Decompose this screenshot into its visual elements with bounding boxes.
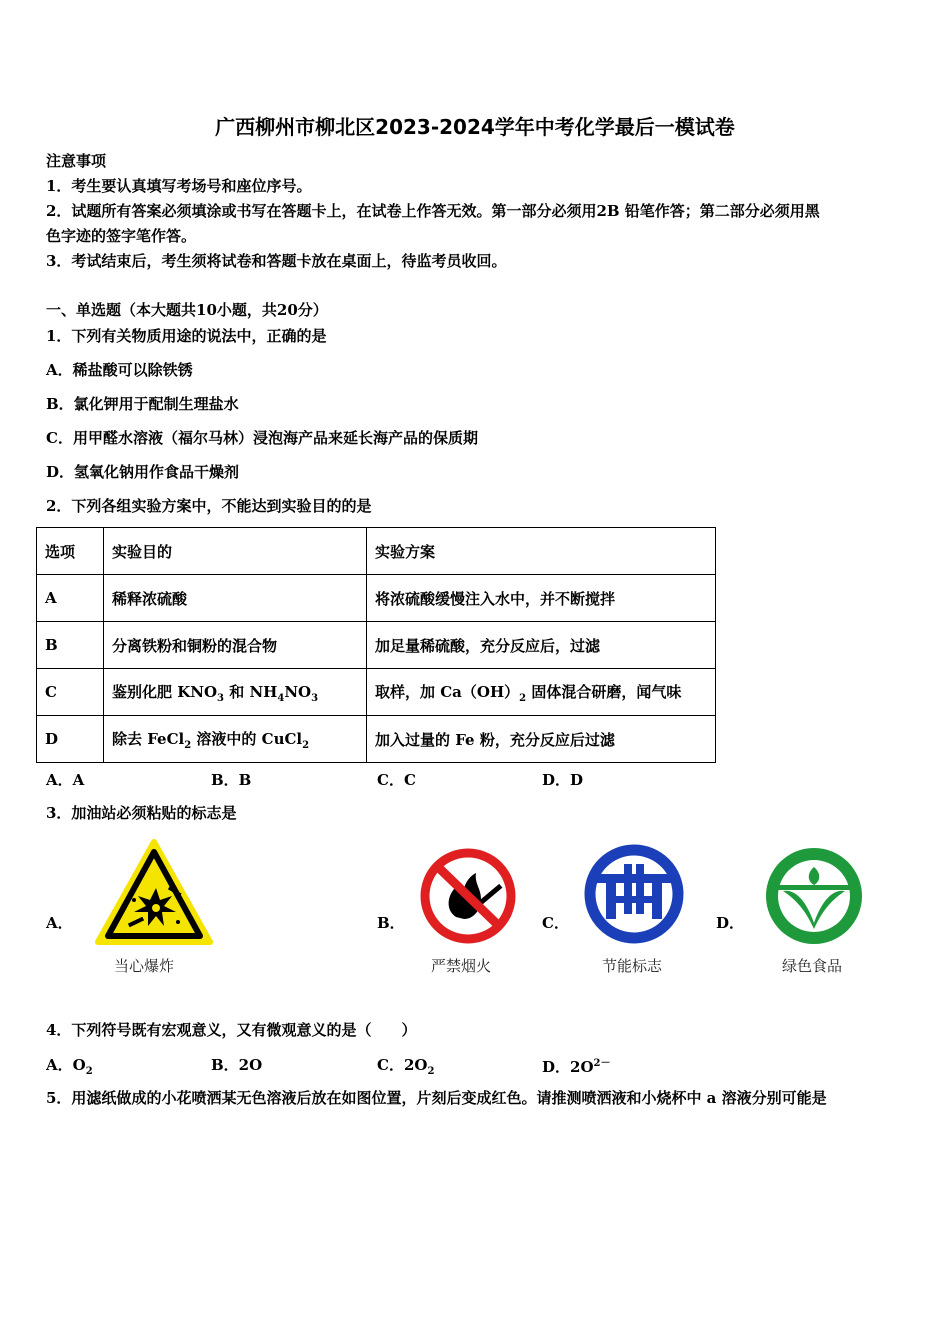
- q2-answer-b: B．B: [211, 771, 252, 789]
- row-plan: 加入过量的 Fe 粉，充分反应后过滤: [367, 716, 716, 763]
- notice-item-3: 3．考试结束后，考生须将试卷和答题卡放在桌面上，待监考员收回。: [46, 252, 507, 270]
- row-option: C: [37, 669, 104, 716]
- row-plan: 将浓硫酸缓慢注入水中，并不断搅拌: [367, 575, 716, 622]
- table-row: [37, 575, 716, 622]
- q3-label-d: D．: [716, 914, 745, 932]
- header-option: 选项: [37, 528, 104, 575]
- row-option: D: [37, 716, 104, 763]
- row-purpose: 分离铁粉和铜粉的混合物: [104, 622, 367, 669]
- table-row: [37, 622, 716, 669]
- green-food-icon: [763, 845, 865, 947]
- table-row: [37, 669, 716, 716]
- header-plan: 实验方案: [367, 528, 716, 575]
- q1-stem: 1．下列有关物质用途的说法中，正确的是: [46, 327, 327, 345]
- row-purpose: 鉴别化肥 $KNO_3$ 和 $NH_4NO_3$: [104, 669, 367, 716]
- experiment-table: [36, 527, 716, 763]
- q1-option-b: B．氯化钾用于配制生理盐水: [46, 395, 239, 413]
- q4-option-c: C．$2O_2$: [377, 1056, 435, 1077]
- q4-option-b: B．2O: [211, 1056, 263, 1074]
- q3-label-a: A．: [46, 914, 73, 932]
- notice-item-2-cont: 色字迹的签字笔作答。: [46, 227, 197, 245]
- q2-stem: 2．下列各组实验方案中，不能达到实验目的的是: [46, 497, 372, 515]
- row-option: B: [37, 622, 104, 669]
- q1-option-a: A．稀盐酸可以除铁锈: [46, 361, 193, 379]
- caption-no-fire: 严禁烟火: [431, 957, 492, 975]
- section-heading: 一、单选题（本大题共10小题，共20分）: [46, 301, 328, 319]
- q4-stem: 4．下列符号既有宏观意义，又有微观意义的是（ ）: [46, 1021, 417, 1039]
- no-fire-icon: [418, 847, 518, 945]
- caption-green-food: 绿色食品: [782, 957, 843, 975]
- q2-answer-c: C．C: [377, 771, 416, 789]
- q1-option-d: D．氢氧化钠用作食品干燥剂: [46, 463, 240, 481]
- energy-saving-icon: [584, 844, 684, 944]
- row-plan: 加足量稀硫酸，充分反应后，过滤: [367, 622, 716, 669]
- row-option: A: [37, 575, 104, 622]
- q3-stem: 3．加油站必须粘贴的标志是: [46, 804, 237, 822]
- q5-stem: 5．用滤纸做成的小花喷洒某无色溶液后放在如图位置，片刻后变成红色。请推测喷洒液和小烧杯中 a 溶液分别可能是: [46, 1089, 827, 1107]
- notice-item-1: 1．考生要认真填写考场号和座位序号。: [46, 177, 312, 195]
- q3-label-b: B．: [377, 914, 405, 932]
- caption-energy-saving: 节能标志: [602, 957, 663, 975]
- q1-option-c: C．用甲醛水溶液（福尔马林）浸泡海产品来延长海产品的保质期: [46, 429, 478, 447]
- notice-item-2: 2．试题所有答案必须填涂或书写在答题卡上，在试卷上作答无效。第一部分必须用2B 铅笔作答；第二部分必须用黑: [46, 202, 820, 220]
- q4-option-d: D．$2O^{2-}$: [542, 1058, 611, 1076]
- explosion-warning-icon: [94, 838, 214, 948]
- header-purpose: 实验目的: [104, 528, 367, 575]
- row-plan: 取样，加 $Ca(OH)_2$ 固体混合研磨，闻气味: [367, 669, 716, 716]
- page-title: 广西柳州市柳北区2023-2024学年中考化学最后一模试卷: [215, 115, 735, 139]
- notice-heading: 注意事项: [46, 152, 107, 170]
- row-purpose: 稀释浓硫酸: [104, 575, 367, 622]
- row-purpose: 除去 FeCl$_2$ 溶液中的 CuCl$_2$: [104, 716, 367, 763]
- table-header-row: [37, 528, 716, 575]
- q4-option-a: A．$O_2$: [46, 1056, 93, 1077]
- q2-answer-d: D．D: [542, 771, 584, 789]
- q2-answer-a: A．A: [46, 771, 85, 789]
- q3-label-c: C．: [542, 914, 569, 932]
- table-row: [37, 716, 716, 763]
- caption-explosion: 当心爆炸: [114, 957, 175, 975]
